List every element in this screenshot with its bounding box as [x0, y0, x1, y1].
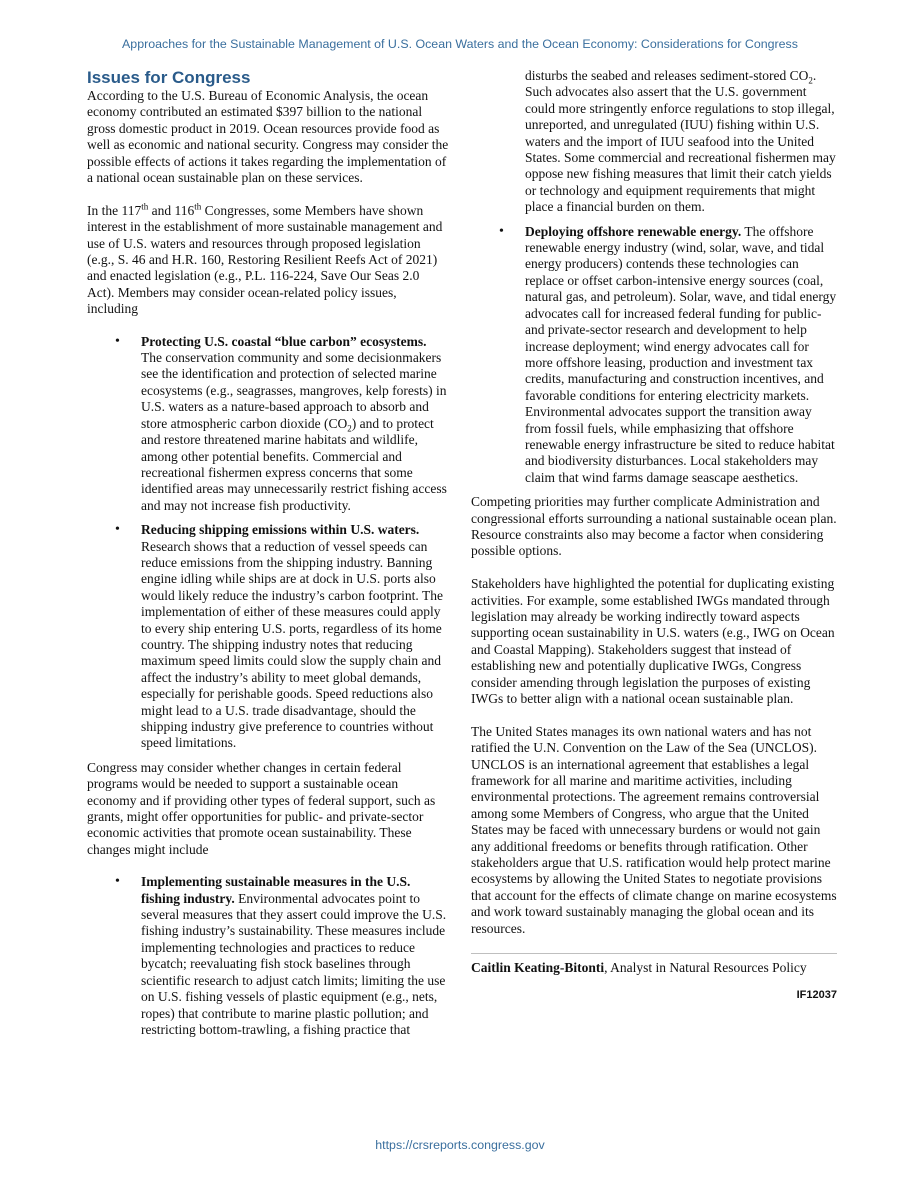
intro-paragraph: According to the U.S. Bureau of Economic Analysis, the ocean economy contributed an estimated $397 billion to the national gross domestic product in 2019. Ocean resources provide food as well as economic and national security. Congress may consider the possible effects of actions it takes regarding the implementation of a national ocean sustainable plan on these services. [87, 88, 449, 186]
right-column [471, 68, 837, 1003]
left-column [87, 68, 449, 1046]
document-id: IF12037 [796, 988, 837, 1001]
list-item: • Deploying offshore renewable energy. The offshore renewable energy industry (wind, solar, wave, and tidal energy producers) contends these technologies can replace or offset carbon-intensive energy sources (coal, natural gas, and petroleum). Solar, wave, and tidal energy advocates call for increased federal funding for public- and private-sector research and development to help increase deployment; wind energy advocates call for more offshore leasing, production and investment tax credits, manufacturing and construction incentives, and favorable conditions for entering electricity markets. Environmental advocates support the transition away from fossil fuels, while emphasizing that offshore renewable energy infrastructure be sited to reduce habitat and biodiversity disturbances. Local stakeholders may claim that wind farms damage seascape aesthetics. [525, 224, 837, 487]
list-item-continuation: disturbs the seabed and releases sediment-stored $CO_2$. Such advocates also assert that the U.S. government could more stringently enforce regulations to stop illegal, unreported, and unregulated (IUU) fishing within U.S. waters and the import of IUU seafood into the United States. Some commercial and recreational fishermen may oppose new fishing measures that limit their catch yields or technology and equipment requirements that might place a financial burden on them. [525, 68, 836, 215]
federal-paragraph: Congress may consider whether changes in certain federal programs would be needed to support a sustainable ocean economy and if providing other types of federal support, such as grants, might offer opportunities for public- and private-sector economic activities that promote ocean sustainability. These changes might include [87, 759, 436, 857]
unclos-paragraph: The United States manages its own national waters and has not ratified the U.N. Convention on the Law of the Sea (UNCLOS). UNCLOS is an international agreement that establishes a legal framework for all marine and maritime activities, including environmental protections. The agreement remains controversial among some Members of Congress, who argue that the United States may be faced with unnecessary burdens or would not gain any additional freedoms or benefits through ratification. Other stakeholders argue that U.S. ratification would help protect marine ecosystems by allowing the United States to negotiate provisions that account for the effects of climate change on marine ecosystems and work toward sustainably managing the global ocean and its resources. [471, 723, 837, 936]
running-header: Approaches for the Sustainable Management of U.S. Ocean Waters and the Ocean Economy: Considerations for Congress [122, 37, 798, 51]
list-item: • Protecting U.S. coastal “blue carbon” ecosystems. The conservation community and some decisionmakers see the identification and protection of selected marine ecosystems (e.g., seagrasses, mangroves, kelp forests) in U.S. waters as a nature-based approach to absorb and store atmospheric carbon dioxide $(CO_2)$ and to protect and restore threatened marine habitats and wildlife, among other potential benefits. Commercial and recreational fishermen express concerns that some identified areas may unnecessarily restrict fishing access and may not increase fish productivity. [141, 334, 449, 514]
federal-changes-list-cont [471, 224, 837, 487]
list-item: • Reducing shipping emissions within U.S. waters. Research shows that a reduction of vessel speeds can reduce emissions from the shipping industry. Banning engine idling while ships are at dock in U.S. ports also would likely reduce the industry’s carbon footprint. The implementation of either of these measures could apply to every ship entering U.S. ports, regardless of its home country. The shipping industry notes that reducing maximum speed limits could slow the supply chain and affect the industry’s ability to meet global demands, especially for perishable goods. Speed reductions also might lead to a U.S. trade disadvantage, should the shipping industry give preference to countries without speed limitations. [141, 522, 449, 752]
federal-changes-list [87, 874, 449, 1038]
author-title: , Analyst in Natural Resources Policy [604, 960, 807, 976]
section-title: Issues for Congress [87, 68, 251, 87]
footer-link[interactable]: https://crsreports.congress.gov [375, 1138, 545, 1152]
author-name: Caitlin Keating-Bitonti [471, 960, 605, 976]
policy-issues-list [87, 334, 449, 752]
author-block [471, 953, 837, 976]
competing-paragraph: Competing priorities may further complicate Administration and congressional efforts surrounding a national sustainable ocean plan. Resource constraints also may become a factor when considering possible options. [471, 494, 837, 559]
list-item: • Implementing sustainable measures in the U.S. fishing industry. Environmental advocates point to several measures that they assert could improve the U.S. fishing industry’s sustainability. These measures include implementing technologies and practices to reduce bycatch; reevaluating fish stock baselines through scientific research to adjust catch limits; limiting the use on U.S. fishing vessels of plastic equipment (e.g., nets, ropes) that contribute to marine plastic pollution; and restricting bottom-trawling, a fishing practice that [141, 874, 449, 1038]
stakeholders-paragraph: Stakeholders have highlighted the potential for duplicating existing activities. For example, some established IWGs mandated through legislation may already be working indirectly toward aspects supporting ocean sustainability in U.S. waters (e.g., IWG on Ocean and Coastal Mapping). Stakeholders suggest that instead of establishing new and potentially duplicative IWGs, Congress consider amending through legislation the purposes of existing IWGs to better align with a national ocean sustainable plan. [471, 576, 835, 707]
congress-paragraph: In the 117th and 116th Congresses, some Members have shown interest in the establishment of more sustainable management and use of U.S. waters and resources through proposed legislation (e.g., S. 46 and H.R. 160, Restoring Resilient Reefs Act of 2021) and enacted legislation (e.g., P.L. 116-224, Save Our Seas 2.0 Act). Members may consider ocean-related policy issues, including [87, 201, 443, 317]
